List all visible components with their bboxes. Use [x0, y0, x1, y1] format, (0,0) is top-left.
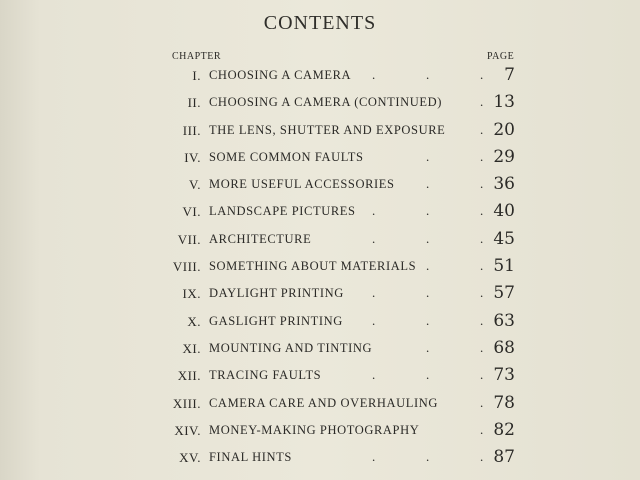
- page-column-header: PAGE: [487, 51, 515, 62]
- leader-dot: .: [480, 121, 484, 137]
- table-of-contents: [0, 62, 640, 471]
- chapter-title: ARCHITECTURE: [209, 231, 312, 246]
- chapter-title: CHOOSING A CAMERA (CONTINUED): [209, 95, 443, 110]
- leader-dot: .: [426, 67, 430, 82]
- page-title: CONTENTS: [263, 12, 377, 34]
- page-number: 29: [493, 146, 515, 167]
- chapter-title: CAMERA CARE AND OVERHAULING: [209, 395, 439, 410]
- chapter-title: GASLIGHT PRINTING: [209, 313, 343, 328]
- chapter-title: SOME COMMON FAULTS: [209, 149, 364, 164]
- chapter-number: III.: [182, 122, 201, 138]
- toc-entry: [0, 253, 640, 280]
- chapter-title: MORE USEFUL ACCESSORIES: [209, 177, 395, 192]
- leader-dot: .: [426, 176, 430, 192]
- chapter-title: THE LENS, SHUTTER AND EXPOSURE: [209, 122, 446, 137]
- toc-entry: [0, 362, 640, 389]
- leader-dot: .: [480, 176, 484, 192]
- toc-entry: [0, 417, 640, 444]
- page-number: 13: [493, 92, 515, 113]
- chapter-number: V.: [189, 177, 201, 193]
- leader-dot: .: [372, 312, 376, 328]
- leader-dot: .: [426, 258, 430, 274]
- leader-dot: .: [480, 203, 484, 219]
- chapter-title: MONEY-MAKING PHOTOGRAPHY: [209, 422, 420, 437]
- leader-dot: .: [480, 258, 484, 274]
- page-number: 36: [493, 174, 515, 195]
- leader-dot: .: [480, 339, 484, 355]
- chapter-number: II.: [187, 95, 201, 111]
- chapter-number: VII.: [177, 231, 201, 247]
- chapter-number: VI.: [182, 204, 201, 220]
- chapter-title: SOMETHING ABOUT MATERIALS: [209, 259, 417, 274]
- chapter-title: LANDSCAPE PICTURES: [209, 204, 356, 219]
- leader-dot: .: [426, 148, 430, 164]
- leader-dot: .: [426, 230, 430, 246]
- leader-dot: .: [426, 285, 430, 301]
- toc-entry: [0, 308, 640, 335]
- chapter-title: FINAL HINTS: [209, 450, 292, 465]
- page-number: 20: [493, 119, 515, 140]
- leader-dot: .: [480, 421, 484, 437]
- leader-dot: .: [372, 230, 376, 246]
- chapter-number: XIV.: [174, 422, 201, 438]
- toc-entry: [0, 117, 640, 144]
- chapter-title: CHOOSING A CAMERA: [209, 68, 352, 82]
- toc-entry: [0, 335, 640, 362]
- leader-dot: .: [480, 148, 484, 164]
- chapter-title: MOUNTING AND TINTING: [209, 340, 373, 355]
- leader-dot: .: [372, 285, 376, 301]
- chapter-number: IV.: [184, 149, 201, 165]
- page-number: 7: [504, 65, 515, 85]
- page-number: 57: [493, 283, 515, 304]
- chapter-number: I.: [192, 68, 201, 83]
- page-number: 40: [493, 201, 515, 222]
- toc-entry: [0, 226, 640, 253]
- chapter-number: X.: [187, 313, 201, 329]
- leader-dot: .: [480, 67, 484, 82]
- leader-dot: .: [426, 203, 430, 219]
- leader-dot: .: [372, 203, 376, 219]
- toc-entry: [0, 390, 640, 417]
- toc-entry: [0, 144, 640, 171]
- leader-dot: .: [372, 367, 376, 383]
- leader-dots: [0, 228, 640, 251]
- leader-dot: .: [372, 449, 376, 465]
- page-number: 87: [493, 447, 515, 468]
- toc-entry: [0, 62, 640, 89]
- toc-entry: [0, 444, 640, 471]
- leader-dot: .: [372, 67, 376, 82]
- chapter-number: XV.: [179, 450, 201, 466]
- leader-dot: .: [426, 339, 430, 355]
- page-number: 68: [493, 337, 515, 358]
- toc-entry: [0, 171, 640, 198]
- leader-dot: .: [480, 230, 484, 246]
- leader-dot: .: [480, 394, 484, 410]
- page-number: 82: [493, 419, 515, 440]
- page-number: 51: [493, 256, 515, 277]
- leader-dot: .: [426, 312, 430, 328]
- chapter-number: VIII.: [172, 259, 201, 275]
- chapter-title: TRACING FAULTS: [209, 368, 322, 383]
- leader-dot: .: [480, 367, 484, 383]
- page-number: 63: [493, 310, 515, 331]
- page-number: 45: [493, 228, 515, 249]
- toc-entry: [0, 89, 640, 116]
- toc-entry: [0, 198, 640, 225]
- chapter-number: XII.: [177, 368, 201, 384]
- chapter-title: DAYLIGHT PRINTING: [209, 286, 344, 301]
- page-number: 73: [493, 365, 515, 386]
- leader-dot: .: [480, 449, 484, 465]
- leader-dot: .: [426, 367, 430, 383]
- leader-dot: .: [480, 94, 484, 110]
- leader-dots: [0, 449, 640, 469]
- chapter-number: XIII.: [172, 395, 201, 411]
- leader-dot: .: [480, 285, 484, 301]
- chapter-number: XI.: [182, 340, 201, 356]
- page-number: 78: [493, 392, 515, 413]
- toc-entry: [0, 280, 640, 307]
- chapter-column-header: CHAPTER: [172, 51, 222, 62]
- leader-dot: .: [426, 449, 430, 465]
- chapter-number: IX.: [182, 286, 201, 302]
- leader-dot: .: [480, 312, 484, 328]
